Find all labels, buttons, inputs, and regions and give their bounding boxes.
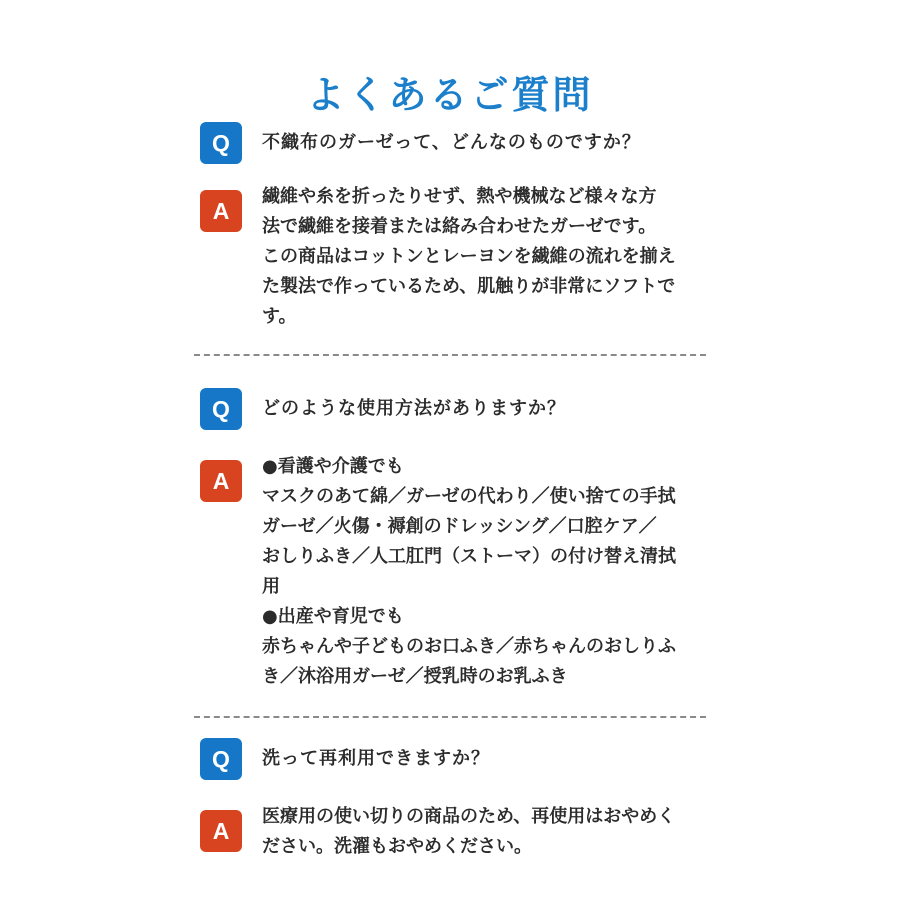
answer-text bbox=[262, 182, 722, 332]
answer-line: おしりふき／人工肛門（ストーマ）の付け替え清拭 bbox=[262, 546, 676, 567]
answer-line: き／沐浴用ガーゼ／授乳時のお乳ふき bbox=[262, 666, 568, 687]
answer-line: た製法で作っているため、肌触りが非常にソフトで bbox=[262, 276, 676, 297]
answer-line: ●看護や介護でも bbox=[262, 456, 404, 477]
answer-line: す。 bbox=[262, 306, 297, 327]
a-badge: A bbox=[200, 460, 242, 502]
a-badge: A bbox=[200, 190, 242, 232]
answer-line: この商品はコットンとレーヨンを繊維の流れを揃え bbox=[262, 246, 676, 267]
answer-line: 繊維や糸を折ったりせず、熱や機械など様々な方 bbox=[262, 186, 657, 207]
q-badge: Q bbox=[200, 122, 242, 164]
answer-line: 赤ちゃんや子どものお口ふき／赤ちゃんのおしりふ bbox=[262, 636, 676, 657]
divider bbox=[194, 354, 706, 356]
question-text: 不織布のガーゼって、どんなのものですか？ bbox=[262, 132, 641, 153]
page-title: よくあるご質問 bbox=[306, 73, 594, 118]
answer-line: マスクのあて綿／ガーゼの代わり／使い捨ての手拭 bbox=[262, 486, 676, 507]
q-badge: Q bbox=[200, 388, 242, 430]
q-badge: Q bbox=[200, 738, 242, 780]
answer-text bbox=[262, 452, 722, 692]
question-text: 洗って再利用できますか？ bbox=[262, 748, 490, 769]
answer-line: ださい。洗濯もおやめください。 bbox=[262, 836, 532, 857]
divider bbox=[194, 716, 706, 718]
answer-line: 法で繊維を接着または絡み合わせたガーゼです。 bbox=[262, 216, 657, 237]
a-badge: A bbox=[200, 810, 242, 852]
answer-line: 医療用の使い切りの商品のため、再使用はおやめく bbox=[262, 806, 676, 827]
answer-line: 用 bbox=[262, 576, 280, 597]
answer-line: ガーゼ／火傷・褥創のドレッシング／口腔ケア／ bbox=[262, 516, 657, 537]
question-text: どのような使用方法がありますか？ bbox=[262, 398, 566, 419]
answer-line: ●出産や育児でも bbox=[262, 606, 404, 627]
answer-text bbox=[262, 802, 722, 862]
